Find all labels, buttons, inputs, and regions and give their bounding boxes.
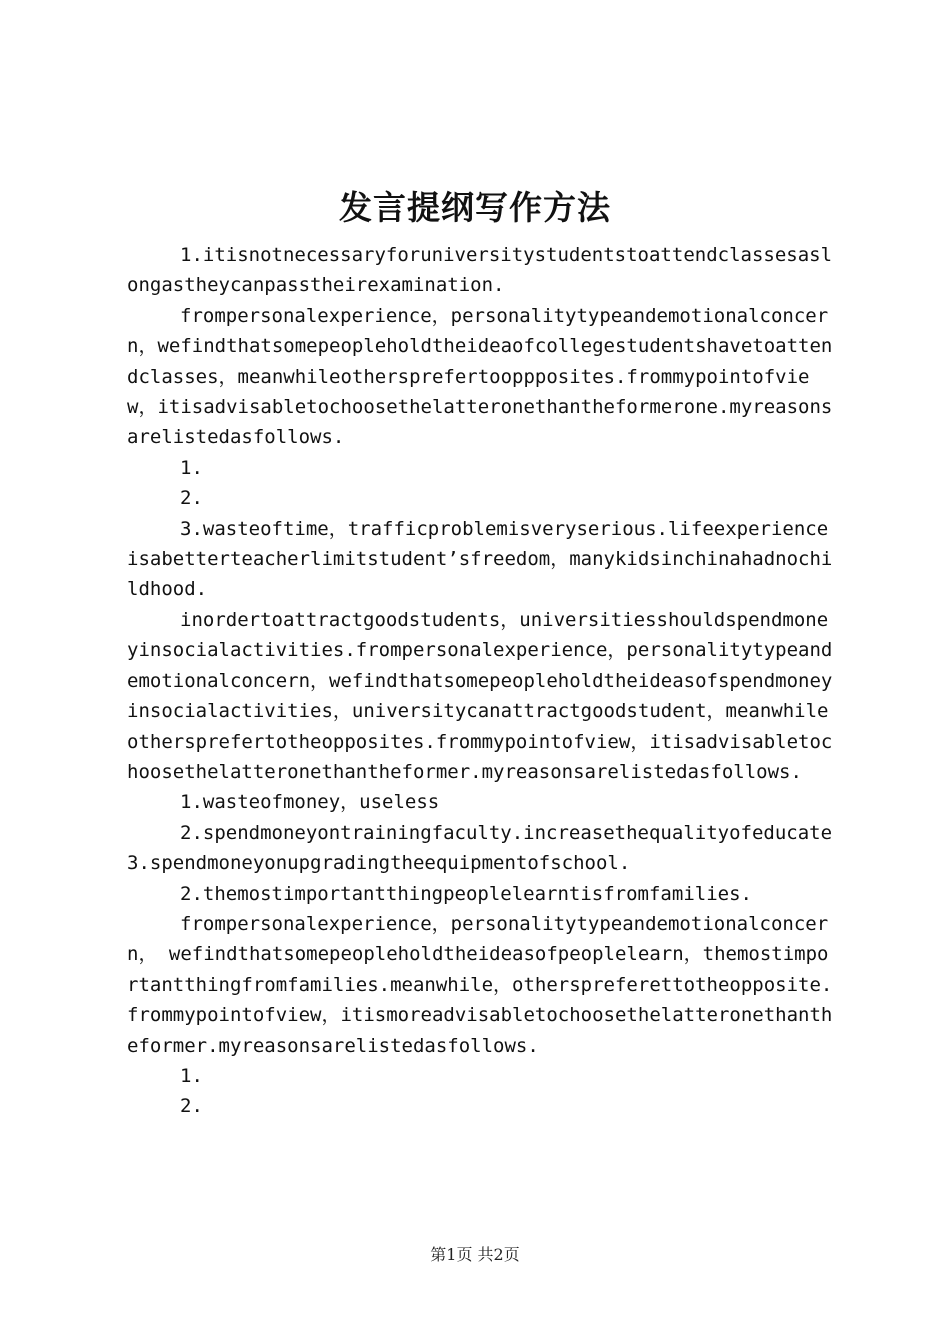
page-number-footer: 第1页 共2页 — [430, 1245, 520, 1264]
document-body — [127, 240, 833, 1122]
paragraph-5: 3.wasteoftime，trafficproblemisveryserious.lifeexperienceisabetterteacherlimitstudent’sfreedom，manykidsinchinahadnochildhood. — [127, 517, 833, 601]
paragraph-7: 1.wasteofmoney，useless — [180, 791, 440, 814]
paragraph-12: 2. — [180, 1095, 203, 1118]
paragraph-1: 1.itisnotnecessaryforuniversitystudentstoattendclassesaslongastheycanpasstheirexamination. — [127, 244, 833, 297]
paragraph-8: 2.spendmoneyontrainingfaculty.increasethequalityofeducate3.spendmoneyonupgradingtheequipmentofschool. — [127, 821, 833, 875]
paragraph-10: frompersonalexperience，personalitytypeandemotionalconcern， wefindthatsomepeopleholdtheideasofpeoplelearn，themostimportantthingfromfamilies.meanwhile，otherspreferettotheopposite.frommypointofview，itismoreadvisabletochoosethelatteronethantheformer.myreasonsarelistedasfollows. — [127, 912, 833, 1057]
paragraph-11: 1. — [180, 1064, 203, 1087]
document-title: 发言提纲写作方法 — [339, 188, 611, 227]
paragraph-9: 2.themostimportantthingpeoplelearntisfromfamilies. — [180, 882, 752, 905]
paragraph-4: 2. — [180, 487, 203, 510]
paragraph-2: frompersonalexperience，personalitytypeandemotionalconcern，wefindthatsomepeopleholdtheideaofcollegestudentshavetoattendclasses，meanwhileothersprefertooppposites.frommypointofview，itisadvisabletochoosethelatteronethantheformerone.myreasonsarelistedasfollows. — [127, 304, 833, 449]
paragraph-3: 1. — [180, 456, 203, 479]
paragraph-6: inordertoattractgoodstudents，universitiesshouldspendmoneyinsocialactivities.frompersonalexperience，personalitytypeandemotionalconcern，wefindthatsomepeopleholdtheideasofspendmoneyinsocialactivities，universitycanattractgoodstudent，meanwhileothersprefertotheopposites.frommypointofview，itisadvisabletochoosethelatteronethantheformer.myreasonsarelistedasfollows. — [127, 608, 833, 783]
